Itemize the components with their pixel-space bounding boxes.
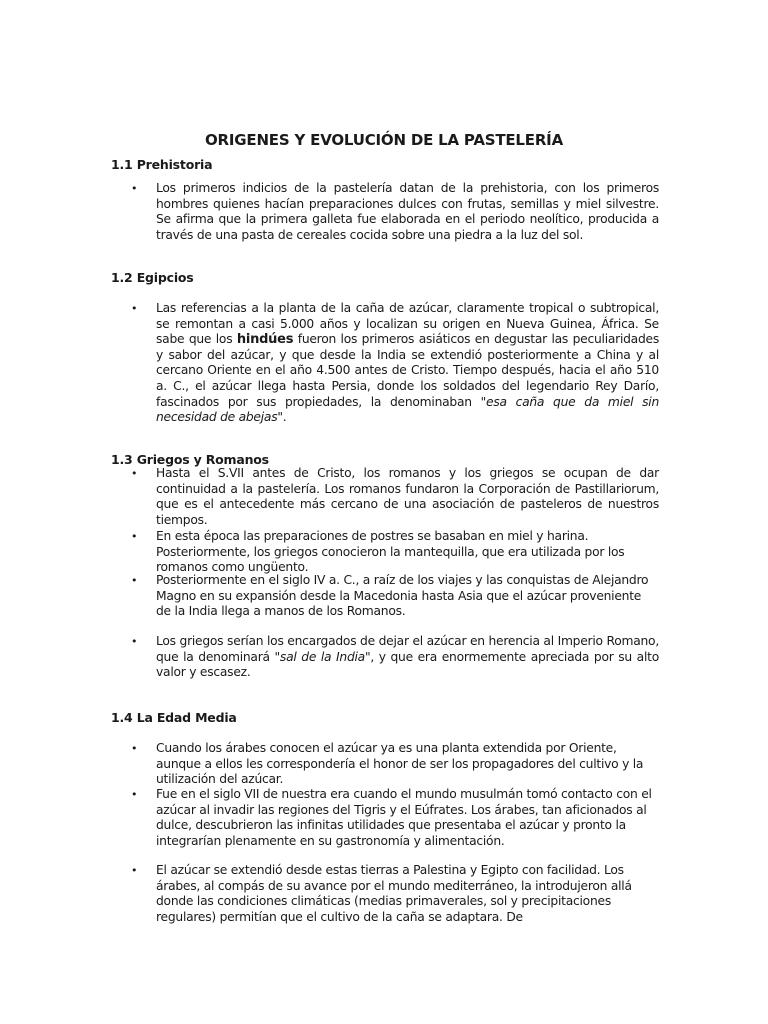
list-item [131, 741, 659, 788]
bullet-icon: • [131, 574, 138, 587]
bullet-icon: • [131, 635, 138, 648]
bullet-icon: • [131, 864, 138, 877]
document-title: ORIGENES Y EVOLUCIÓN DE LA PASTELERÍA [205, 131, 563, 149]
list-item [131, 529, 659, 576]
item-text: Hasta el S.VII antes de Cristo, los romanos y los griegos se ocupan de dar continuidad a la pastelería. Los romanos fundaron la Corporación de Pastillariorum, que es el antecedente más cercano de una asociación de pasteleros de nuestros tiempos. [156, 466, 659, 527]
item-text: Cuando los árabes conocen el azúcar ya es una planta extendida por Oriente, aunque a ellos les correspondería el honor de ser los propagadores del cultivo y la utilización del azúcar. [156, 741, 644, 787]
item-text: En esta época las preparaciones de postres se basaban en miel y harina. Posteriormente, los griegos conocieron la mantequilla, que era utilizada por los romanos como ungüento. [156, 529, 625, 575]
item-text-end: . [282, 410, 287, 425]
italic-quote: "esa caña que da miel sin necesidad de abejas" [156, 394, 659, 425]
section-heading-prehistoria: 1.1 Prehistoria [111, 157, 213, 172]
item-text: , y que era enormemente apreciada por su alto valor y escasez. [156, 649, 659, 680]
bullet-icon: • [131, 302, 138, 315]
item-text: Fue en el siglo VII de nuestra era cuando el mundo musulmán tomó contacto con el azúcar al invadir las regiones del Tigris y el Eúfrates. Los árabes, tan aficionados al dulce, descubrieron las infinitas utilidades que presentaba el azúcar y pronto la integrarían plenamente en su gastronomía y alimentación. [156, 787, 652, 848]
list-item [131, 787, 659, 849]
item-text: Los griegos serían los encargados de dejar el azúcar en herencia al Imperio Romano, que la denominará [156, 634, 659, 664]
list-item [131, 634, 659, 681]
list-item [131, 863, 659, 925]
list-item [131, 466, 659, 528]
highlight-word: hindúes [236, 332, 294, 348]
list-item [131, 573, 659, 620]
bullet-icon: • [131, 530, 138, 543]
item-text: Posteriormente en el siglo IV a. C., a raíz de los viajes y las conquistas de Alejandro Magno en su expansión desde la Macedonia hasta Asia que el azúcar proveniente de la India llega a manos de los Romanos. [156, 573, 649, 619]
item-text: Las referencias a la planta de la caña de azúcar, claramente tropical o subtropical, se remontan a casi 5.000 años y localizan su origen en Nueva Guinea, África. Se sabe que los [156, 301, 659, 347]
section-heading-griegos-romanos: 1.3 Griegos y Romanos [111, 452, 269, 467]
item-text: El azúcar se extendió desde estas tierras a Palestina y Egipto con facilidad. Los árabes, al compás de su avance por el mundo mediterráneo, la introdujeron allá donde las condiciones climáticas (medias primaverales, sol y precipitaciones regulares) permitían que el cultivo de la caña se adaptara. De [156, 863, 632, 924]
section-heading-egipcios: 1.2 Egipcios [111, 270, 194, 285]
italic-quote: "sal de la India" [274, 649, 371, 664]
list-item [131, 301, 659, 426]
bullet-icon: • [131, 788, 138, 801]
bullet-icon: • [131, 467, 138, 480]
section-heading-edad-media: 1.4 La Edad Media [111, 710, 237, 725]
bullet-icon: • [131, 182, 138, 195]
item-text: fueron los primeros asiáticos en degustar las peculiaridades y sabor del azúcar, y que desde la India se extendió posteriormente a China y al cercano Oriente en el año 4.500 antes de Cristo. Tiempo después, hacia el año 510 a. C., el azúcar llega hasta Persia, donde los soldados del legendario Rey Darío, fascinados por sus propiedades, la denominaban [156, 332, 659, 409]
bullet-icon: • [131, 742, 138, 755]
item-text: Los primeros indicios de la pastelería datan de la prehistoria, con los primeros hombres quienes hacían preparaciones dulces con frutas, semillas y miel silvestre. Se afirma que la primera galleta fue elaborada en el periodo neolítico, producida a través de una pasta de cereales cocida sobre una piedra a la luz del sol. [156, 181, 659, 242]
list-item [131, 181, 659, 243]
